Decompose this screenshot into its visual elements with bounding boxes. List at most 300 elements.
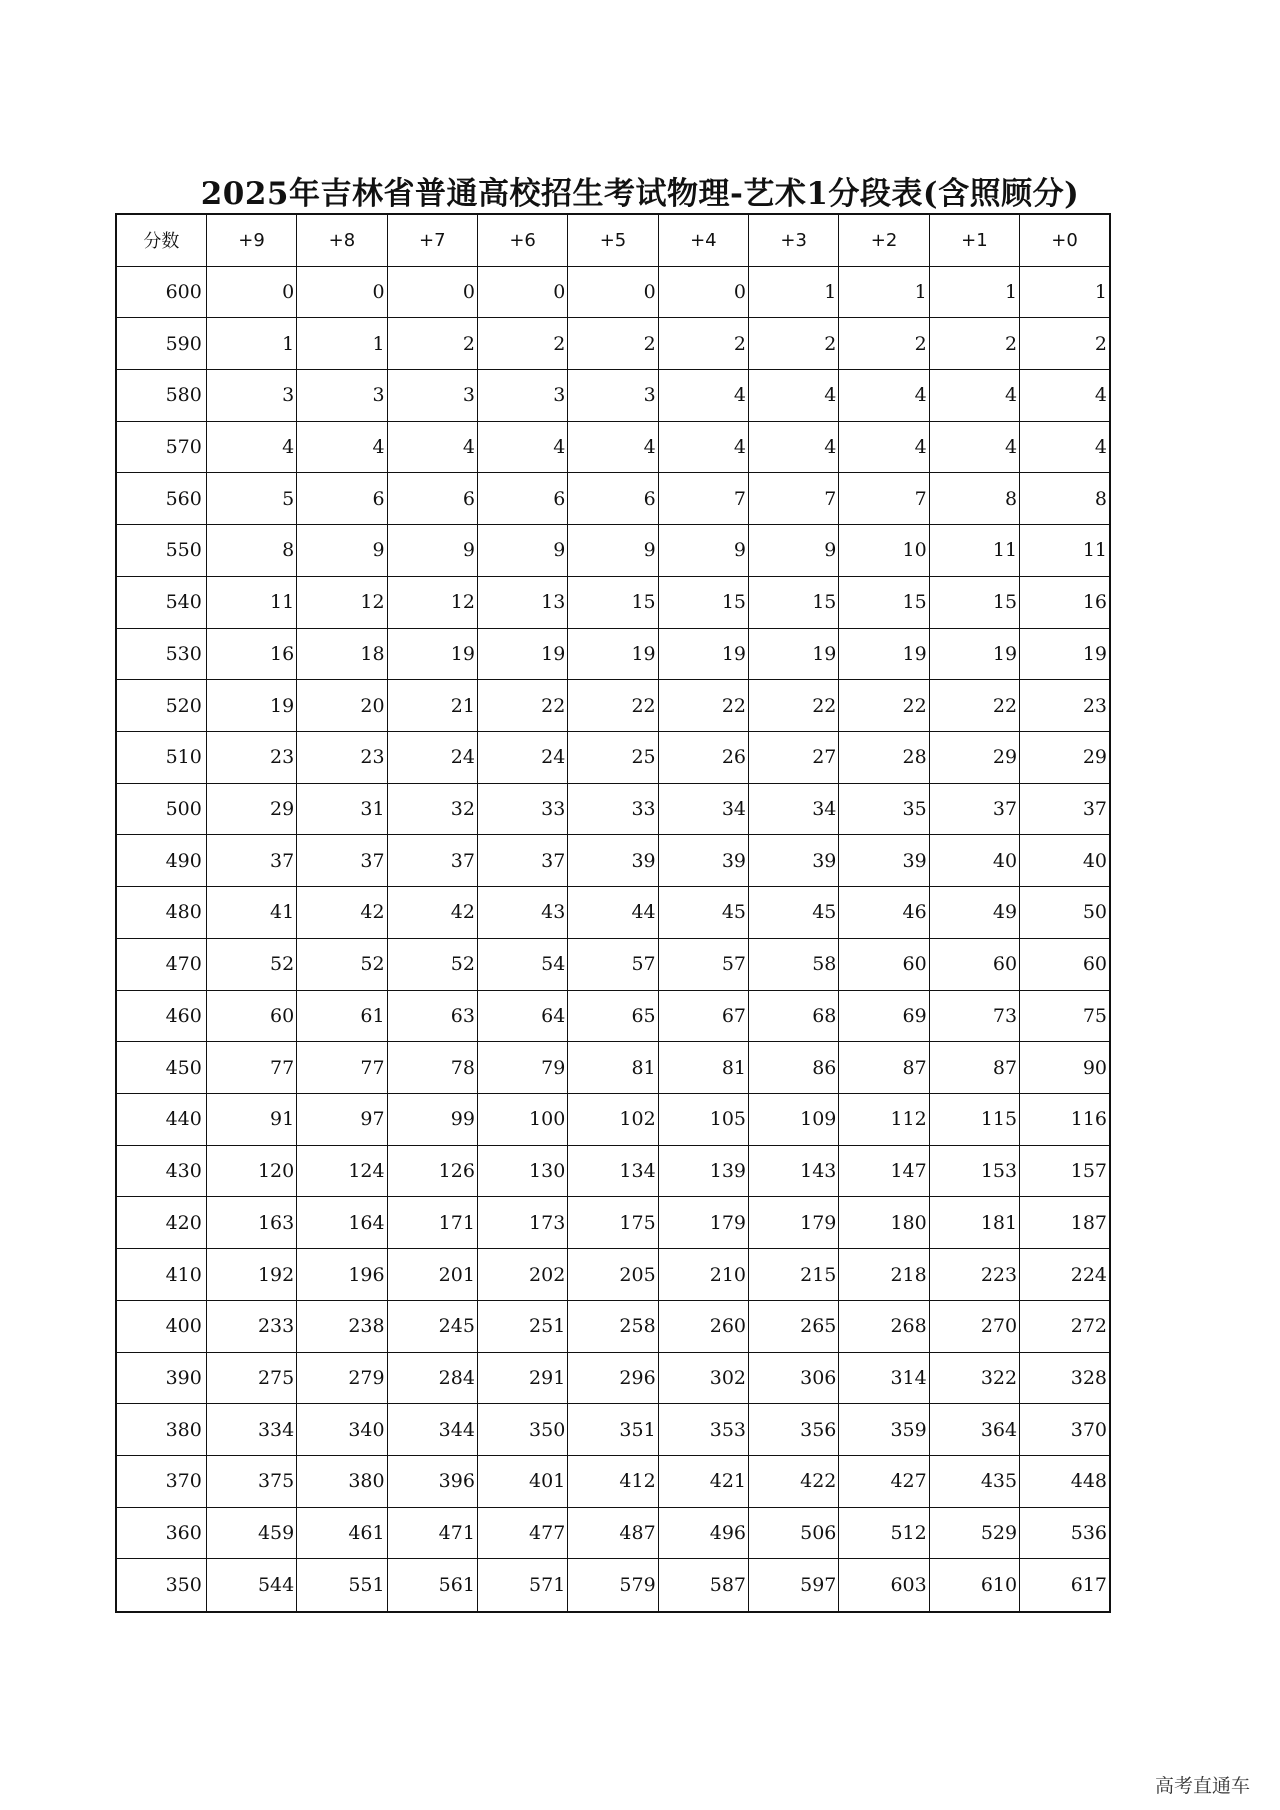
count-cell: 139	[658, 1145, 748, 1197]
count-cell: 344	[387, 1404, 477, 1456]
count-cell: 12	[297, 576, 387, 628]
count-cell: 192	[206, 1249, 296, 1301]
count-cell: 245	[387, 1300, 477, 1352]
count-cell: 322	[929, 1352, 1019, 1404]
count-cell: 97	[297, 1094, 387, 1146]
score-cell: 500	[116, 783, 206, 835]
count-cell: 1	[206, 318, 296, 370]
count-cell: 351	[568, 1404, 658, 1456]
score-cell: 550	[116, 525, 206, 577]
count-cell: 60	[929, 938, 1019, 990]
count-cell: 39	[568, 835, 658, 887]
count-cell: 67	[658, 990, 748, 1042]
count-cell: 10	[839, 525, 929, 577]
count-cell: 536	[1020, 1507, 1110, 1559]
count-cell: 44	[568, 887, 658, 939]
count-cell: 1	[1020, 266, 1110, 318]
score-cell: 530	[116, 628, 206, 680]
count-cell: 496	[658, 1507, 748, 1559]
count-cell: 265	[749, 1300, 839, 1352]
count-cell: 561	[387, 1559, 477, 1612]
count-cell: 8	[929, 473, 1019, 525]
count-cell: 164	[297, 1197, 387, 1249]
count-cell: 52	[297, 938, 387, 990]
count-cell: 37	[1020, 783, 1110, 835]
count-cell: 0	[387, 266, 477, 318]
count-cell: 75	[1020, 990, 1110, 1042]
count-cell: 579	[568, 1559, 658, 1612]
count-cell: 215	[749, 1249, 839, 1301]
count-cell: 314	[839, 1352, 929, 1404]
count-cell: 29	[929, 731, 1019, 783]
count-cell: 27	[749, 731, 839, 783]
count-cell: 7	[839, 473, 929, 525]
count-cell: 22	[839, 680, 929, 732]
score-cell: 570	[116, 421, 206, 473]
column-header: +1	[929, 214, 1019, 266]
count-cell: 65	[568, 990, 658, 1042]
count-cell: 22	[658, 680, 748, 732]
count-cell: 16	[206, 628, 296, 680]
count-cell: 33	[568, 783, 658, 835]
count-cell: 353	[658, 1404, 748, 1456]
count-cell: 268	[839, 1300, 929, 1352]
count-cell: 52	[206, 938, 296, 990]
count-cell: 181	[929, 1197, 1019, 1249]
score-cell: 590	[116, 318, 206, 370]
count-cell: 4	[1020, 369, 1110, 421]
count-cell: 15	[658, 576, 748, 628]
count-cell: 19	[1020, 628, 1110, 680]
count-cell: 163	[206, 1197, 296, 1249]
count-cell: 2	[929, 318, 1019, 370]
table-row	[116, 680, 1110, 732]
count-cell: 42	[387, 887, 477, 939]
count-cell: 105	[658, 1094, 748, 1146]
table-row	[116, 1094, 1110, 1146]
column-header: +7	[387, 214, 477, 266]
count-cell: 37	[387, 835, 477, 887]
table-row	[116, 525, 1110, 577]
count-cell: 0	[658, 266, 748, 318]
score-cell: 490	[116, 835, 206, 887]
count-cell: 9	[387, 525, 477, 577]
count-cell: 24	[477, 731, 567, 783]
score-cell: 510	[116, 731, 206, 783]
count-cell: 81	[658, 1042, 748, 1094]
table-row	[116, 318, 1110, 370]
column-header: +2	[839, 214, 929, 266]
score-cell: 580	[116, 369, 206, 421]
count-cell: 179	[749, 1197, 839, 1249]
count-cell: 115	[929, 1094, 1019, 1146]
count-cell: 471	[387, 1507, 477, 1559]
count-cell: 223	[929, 1249, 1019, 1301]
count-cell: 422	[749, 1456, 839, 1508]
count-cell: 0	[297, 266, 387, 318]
count-cell: 412	[568, 1456, 658, 1508]
count-cell: 610	[929, 1559, 1019, 1612]
count-cell: 0	[477, 266, 567, 318]
count-cell: 3	[387, 369, 477, 421]
count-cell: 39	[749, 835, 839, 887]
count-cell: 19	[387, 628, 477, 680]
count-cell: 233	[206, 1300, 296, 1352]
count-cell: 180	[839, 1197, 929, 1249]
count-cell: 370	[1020, 1404, 1110, 1456]
count-cell: 34	[658, 783, 748, 835]
count-cell: 77	[297, 1042, 387, 1094]
count-cell: 116	[1020, 1094, 1110, 1146]
count-cell: 58	[749, 938, 839, 990]
count-cell: 2	[839, 318, 929, 370]
count-cell: 26	[658, 731, 748, 783]
count-cell: 31	[297, 783, 387, 835]
count-cell: 587	[658, 1559, 748, 1612]
table-row	[116, 1249, 1110, 1301]
count-cell: 79	[477, 1042, 567, 1094]
count-cell: 461	[297, 1507, 387, 1559]
table-row	[116, 628, 1110, 680]
count-cell: 284	[387, 1352, 477, 1404]
count-cell: 334	[206, 1404, 296, 1456]
count-cell: 427	[839, 1456, 929, 1508]
count-cell: 571	[477, 1559, 567, 1612]
count-cell: 291	[477, 1352, 567, 1404]
count-cell: 448	[1020, 1456, 1110, 1508]
count-cell: 81	[568, 1042, 658, 1094]
count-cell: 3	[206, 369, 296, 421]
table-row	[116, 887, 1110, 939]
count-cell: 22	[929, 680, 1019, 732]
score-cell: 410	[116, 1249, 206, 1301]
count-cell: 0	[568, 266, 658, 318]
count-cell: 22	[568, 680, 658, 732]
count-cell: 57	[568, 938, 658, 990]
count-cell: 34	[749, 783, 839, 835]
count-cell: 506	[749, 1507, 839, 1559]
score-cell: 370	[116, 1456, 206, 1508]
count-cell: 29	[1020, 731, 1110, 783]
table-row	[116, 1456, 1110, 1508]
count-cell: 49	[929, 887, 1019, 939]
count-cell: 37	[477, 835, 567, 887]
count-cell: 7	[749, 473, 839, 525]
count-cell: 617	[1020, 1559, 1110, 1612]
table-row	[116, 938, 1110, 990]
score-cell: 600	[116, 266, 206, 318]
table-row	[116, 1042, 1110, 1094]
count-cell: 15	[839, 576, 929, 628]
count-cell: 340	[297, 1404, 387, 1456]
count-cell: 251	[477, 1300, 567, 1352]
count-cell: 4	[749, 369, 839, 421]
column-header: +6	[477, 214, 567, 266]
count-cell: 19	[839, 628, 929, 680]
count-cell: 23	[206, 731, 296, 783]
table-row	[116, 731, 1110, 783]
count-cell: 4	[477, 421, 567, 473]
count-cell: 45	[749, 887, 839, 939]
count-cell: 147	[839, 1145, 929, 1197]
count-cell: 109	[749, 1094, 839, 1146]
count-cell: 4	[929, 369, 1019, 421]
count-cell: 32	[387, 783, 477, 835]
count-cell: 210	[658, 1249, 748, 1301]
count-cell: 4	[568, 421, 658, 473]
score-cell: 470	[116, 938, 206, 990]
count-cell: 201	[387, 1249, 477, 1301]
count-cell: 19	[929, 628, 1019, 680]
count-cell: 544	[206, 1559, 296, 1612]
count-cell: 50	[1020, 887, 1110, 939]
count-cell: 69	[839, 990, 929, 1042]
count-cell: 306	[749, 1352, 839, 1404]
count-cell: 77	[206, 1042, 296, 1094]
count-cell: 1	[749, 266, 839, 318]
count-cell: 11	[929, 525, 1019, 577]
count-cell: 6	[568, 473, 658, 525]
count-cell: 328	[1020, 1352, 1110, 1404]
count-cell: 39	[658, 835, 748, 887]
table-row	[116, 473, 1110, 525]
score-cell: 460	[116, 990, 206, 1042]
count-cell: 9	[297, 525, 387, 577]
score-cell: 430	[116, 1145, 206, 1197]
table-row	[116, 1507, 1110, 1559]
count-cell: 603	[839, 1559, 929, 1612]
count-cell: 364	[929, 1404, 1019, 1456]
column-header: +4	[658, 214, 748, 266]
count-cell: 275	[206, 1352, 296, 1404]
count-cell: 100	[477, 1094, 567, 1146]
count-cell: 12	[387, 576, 477, 628]
count-cell: 19	[568, 628, 658, 680]
count-cell: 4	[1020, 421, 1110, 473]
count-cell: 435	[929, 1456, 1019, 1508]
table-row	[116, 1197, 1110, 1249]
count-cell: 29	[206, 783, 296, 835]
count-cell: 4	[839, 421, 929, 473]
count-cell: 19	[477, 628, 567, 680]
count-cell: 54	[477, 938, 567, 990]
count-cell: 87	[929, 1042, 1019, 1094]
count-cell: 6	[387, 473, 477, 525]
count-cell: 22	[477, 680, 567, 732]
score-cell: 440	[116, 1094, 206, 1146]
count-cell: 19	[749, 628, 839, 680]
count-cell: 5	[206, 473, 296, 525]
count-cell: 15	[568, 576, 658, 628]
count-cell: 40	[1020, 835, 1110, 887]
count-cell: 3	[568, 369, 658, 421]
count-cell: 202	[477, 1249, 567, 1301]
table-row	[116, 369, 1110, 421]
count-cell: 356	[749, 1404, 839, 1456]
count-cell: 1	[297, 318, 387, 370]
count-cell: 39	[839, 835, 929, 887]
count-cell: 60	[206, 990, 296, 1042]
count-cell: 11	[206, 576, 296, 628]
count-cell: 21	[387, 680, 477, 732]
count-cell: 42	[297, 887, 387, 939]
count-cell: 120	[206, 1145, 296, 1197]
count-cell: 2	[568, 318, 658, 370]
count-cell: 477	[477, 1507, 567, 1559]
count-cell: 4	[839, 369, 929, 421]
count-cell: 421	[658, 1456, 748, 1508]
count-cell: 19	[206, 680, 296, 732]
count-cell: 3	[477, 369, 567, 421]
score-cell: 350	[116, 1559, 206, 1612]
count-cell: 4	[929, 421, 1019, 473]
count-cell: 64	[477, 990, 567, 1042]
count-cell: 78	[387, 1042, 477, 1094]
count-cell: 40	[929, 835, 1019, 887]
column-header: +8	[297, 214, 387, 266]
count-cell: 224	[1020, 1249, 1110, 1301]
count-cell: 0	[206, 266, 296, 318]
score-cell: 480	[116, 887, 206, 939]
table-row	[116, 1404, 1110, 1456]
table-row	[116, 421, 1110, 473]
count-cell: 459	[206, 1507, 296, 1559]
count-cell: 60	[839, 938, 929, 990]
table-row	[116, 1145, 1110, 1197]
count-cell: 205	[568, 1249, 658, 1301]
table-row	[116, 266, 1110, 318]
count-cell: 20	[297, 680, 387, 732]
document-title: 2025年吉林省普通高校招生考试物理-艺术1分段表(含照顾分)	[200, 176, 1080, 212]
table-row	[116, 1300, 1110, 1352]
score-cell: 400	[116, 1300, 206, 1352]
count-cell: 396	[387, 1456, 477, 1508]
count-cell: 7	[658, 473, 748, 525]
count-cell: 4	[297, 421, 387, 473]
count-cell: 302	[658, 1352, 748, 1404]
count-cell: 4	[749, 421, 839, 473]
count-cell: 61	[297, 990, 387, 1042]
count-cell: 4	[658, 369, 748, 421]
count-cell: 91	[206, 1094, 296, 1146]
count-cell: 99	[387, 1094, 477, 1146]
count-cell: 46	[839, 887, 929, 939]
count-cell: 33	[477, 783, 567, 835]
count-cell: 375	[206, 1456, 296, 1508]
count-cell: 3	[297, 369, 387, 421]
count-cell: 23	[1020, 680, 1110, 732]
score-cell: 520	[116, 680, 206, 732]
count-cell: 9	[749, 525, 839, 577]
count-cell: 401	[477, 1456, 567, 1508]
score-cell: 420	[116, 1197, 206, 1249]
count-cell: 597	[749, 1559, 839, 1612]
table-row	[116, 576, 1110, 628]
count-cell: 16	[1020, 576, 1110, 628]
table-row	[116, 783, 1110, 835]
count-cell: 8	[1020, 473, 1110, 525]
count-cell: 37	[929, 783, 1019, 835]
count-cell: 73	[929, 990, 1019, 1042]
table-row	[116, 835, 1110, 887]
count-cell: 1	[839, 266, 929, 318]
count-cell: 24	[387, 731, 477, 783]
count-cell: 153	[929, 1145, 1019, 1197]
count-cell: 296	[568, 1352, 658, 1404]
table-row	[116, 1559, 1110, 1612]
count-cell: 18	[297, 628, 387, 680]
count-cell: 4	[387, 421, 477, 473]
count-cell: 60	[1020, 938, 1110, 990]
count-cell: 15	[929, 576, 1019, 628]
count-cell: 124	[297, 1145, 387, 1197]
count-cell: 8	[206, 525, 296, 577]
count-cell: 6	[477, 473, 567, 525]
count-cell: 143	[749, 1145, 839, 1197]
count-cell: 57	[658, 938, 748, 990]
score-cell: 390	[116, 1352, 206, 1404]
count-cell: 37	[297, 835, 387, 887]
count-cell: 157	[1020, 1145, 1110, 1197]
count-cell: 2	[658, 318, 748, 370]
count-cell: 279	[297, 1352, 387, 1404]
count-cell: 512	[839, 1507, 929, 1559]
count-cell: 9	[568, 525, 658, 577]
count-cell: 4	[206, 421, 296, 473]
table-body	[116, 266, 1110, 1612]
count-cell: 86	[749, 1042, 839, 1094]
table-row	[116, 1352, 1110, 1404]
count-cell: 196	[297, 1249, 387, 1301]
count-cell: 1	[929, 266, 1019, 318]
count-cell: 270	[929, 1300, 1019, 1352]
count-cell: 173	[477, 1197, 567, 1249]
count-cell: 102	[568, 1094, 658, 1146]
count-cell: 22	[749, 680, 839, 732]
count-cell: 529	[929, 1507, 1019, 1559]
count-cell: 179	[658, 1197, 748, 1249]
count-cell: 130	[477, 1145, 567, 1197]
column-header: +3	[749, 214, 839, 266]
count-cell: 551	[297, 1559, 387, 1612]
count-cell: 487	[568, 1507, 658, 1559]
count-cell: 238	[297, 1300, 387, 1352]
score-cell: 450	[116, 1042, 206, 1094]
count-cell: 171	[387, 1197, 477, 1249]
count-cell: 2	[387, 318, 477, 370]
table-header-row	[116, 214, 1110, 266]
count-cell: 15	[749, 576, 839, 628]
count-cell: 9	[658, 525, 748, 577]
count-cell: 258	[568, 1300, 658, 1352]
column-header-score: 分数	[116, 214, 206, 266]
count-cell: 45	[658, 887, 748, 939]
count-cell: 2	[1020, 318, 1110, 370]
column-header: +0	[1020, 214, 1110, 266]
count-cell: 187	[1020, 1197, 1110, 1249]
count-cell: 13	[477, 576, 567, 628]
count-cell: 19	[658, 628, 748, 680]
score-cell: 540	[116, 576, 206, 628]
count-cell: 41	[206, 887, 296, 939]
count-cell: 52	[387, 938, 477, 990]
count-cell: 68	[749, 990, 839, 1042]
count-cell: 218	[839, 1249, 929, 1301]
count-cell: 175	[568, 1197, 658, 1249]
count-cell: 28	[839, 731, 929, 783]
count-cell: 380	[297, 1456, 387, 1508]
count-cell: 272	[1020, 1300, 1110, 1352]
